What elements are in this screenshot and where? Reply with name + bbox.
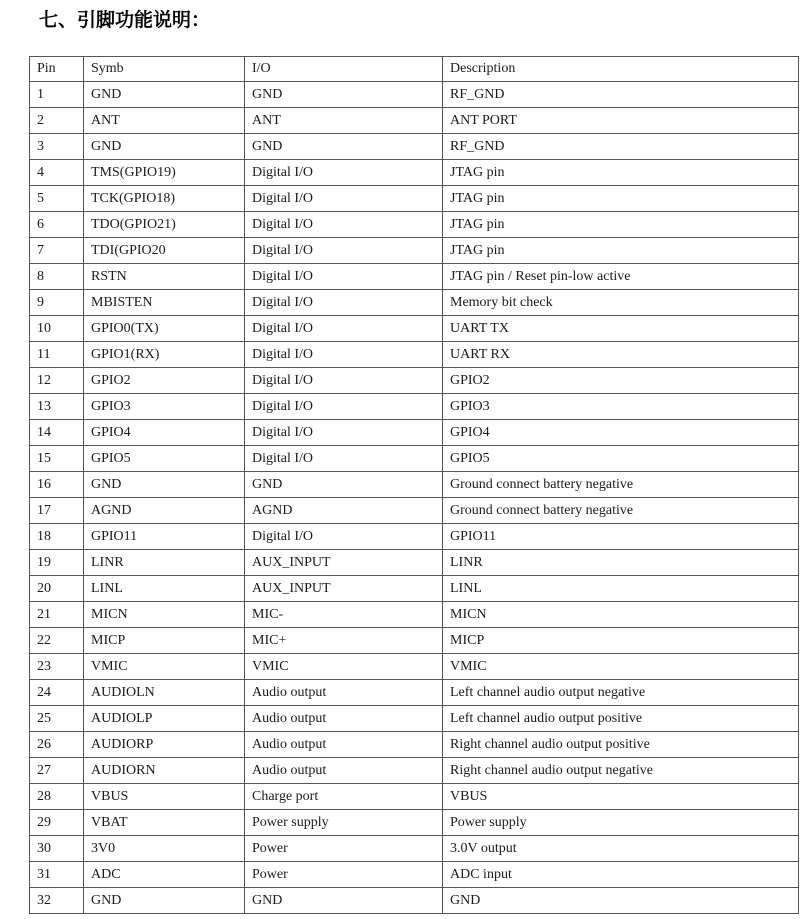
table-row <box>30 186 799 212</box>
io-cell: Digital I/O <box>245 238 443 264</box>
pin-number-cell: 1 <box>30 82 84 108</box>
table-row <box>30 108 799 134</box>
table-row <box>30 342 799 368</box>
pin-number-cell: 30 <box>30 836 84 862</box>
description-cell: JTAG pin <box>443 238 799 264</box>
section-heading: 七、引脚功能说明： <box>39 9 211 31</box>
description-cell: Memory bit check <box>443 290 799 316</box>
io-cell: Digital I/O <box>245 264 443 290</box>
description-cell: VBUS <box>443 784 799 810</box>
io-cell: ANT <box>245 108 443 134</box>
table-row <box>30 758 799 784</box>
pin-number-cell: 19 <box>30 550 84 576</box>
pin-number-cell: 17 <box>30 498 84 524</box>
io-cell: GND <box>245 888 443 914</box>
table-row <box>30 680 799 706</box>
symbol-cell: GND <box>84 472 245 498</box>
symbol-cell: TCK(GPIO18) <box>84 186 245 212</box>
symbol-cell: VMIC <box>84 654 245 680</box>
io-cell: Power <box>245 836 443 862</box>
symbol-cell: 3V0 <box>84 836 245 862</box>
description-cell: Right channel audio output negative <box>443 758 799 784</box>
pin-number-cell: 18 <box>30 524 84 550</box>
table-row <box>30 316 799 342</box>
symbol-cell: GND <box>84 134 245 160</box>
io-cell: AGND <box>245 498 443 524</box>
table-row <box>30 420 799 446</box>
io-cell: MIC+ <box>245 628 443 654</box>
io-cell: AUX_INPUT <box>245 576 443 602</box>
pin-number-cell: 26 <box>30 732 84 758</box>
description-cell: JTAG pin <box>443 160 799 186</box>
io-cell: GND <box>245 82 443 108</box>
io-cell: Digital I/O <box>245 420 443 446</box>
io-cell: Digital I/O <box>245 342 443 368</box>
io-cell: MIC- <box>245 602 443 628</box>
description-cell: JTAG pin / Reset pin-low active <box>443 264 799 290</box>
description-cell: Ground connect battery negative <box>443 472 799 498</box>
symbol-cell: GPIO11 <box>84 524 245 550</box>
table-row <box>30 576 799 602</box>
description-cell: GPIO3 <box>443 394 799 420</box>
description-cell: RF_GND <box>443 134 799 160</box>
pin-number-cell: 20 <box>30 576 84 602</box>
description-cell: JTAG pin <box>443 186 799 212</box>
description-cell: Left channel audio output positive <box>443 706 799 732</box>
pin-number-cell: 16 <box>30 472 84 498</box>
description-cell: GPIO2 <box>443 368 799 394</box>
pin-number-cell: 28 <box>30 784 84 810</box>
pin-number-cell: 5 <box>30 186 84 212</box>
pin-number-cell: 4 <box>30 160 84 186</box>
description-cell: Left channel audio output negative <box>443 680 799 706</box>
table-body <box>30 82 799 914</box>
io-cell: Digital I/O <box>245 160 443 186</box>
symbol-cell: ANT <box>84 108 245 134</box>
pin-function-table <box>29 56 799 914</box>
description-cell: ADC input <box>443 862 799 888</box>
description-cell: GPIO5 <box>443 446 799 472</box>
symbol-cell: MICP <box>84 628 245 654</box>
description-cell: UART TX <box>443 316 799 342</box>
pin-number-cell: 2 <box>30 108 84 134</box>
symbol-cell: VBAT <box>84 810 245 836</box>
io-cell: Power supply <box>245 810 443 836</box>
io-cell: GND <box>245 134 443 160</box>
symbol-cell: GPIO3 <box>84 394 245 420</box>
symbol-cell: GPIO0(TX) <box>84 316 245 342</box>
table-row <box>30 706 799 732</box>
pin-number-cell: 29 <box>30 810 84 836</box>
pin-number-cell: 9 <box>30 290 84 316</box>
description-cell: LINL <box>443 576 799 602</box>
column-header-io: I/O <box>245 57 443 82</box>
description-cell: MICP <box>443 628 799 654</box>
io-cell: VMIC <box>245 654 443 680</box>
symbol-cell: GPIO4 <box>84 420 245 446</box>
table-row <box>30 810 799 836</box>
io-cell: Digital I/O <box>245 368 443 394</box>
symbol-cell: TDI(GPIO20 <box>84 238 245 264</box>
pin-number-cell: 27 <box>30 758 84 784</box>
table-row <box>30 212 799 238</box>
pin-number-cell: 15 <box>30 446 84 472</box>
table-row <box>30 628 799 654</box>
symbol-cell: AUDIORP <box>84 732 245 758</box>
symbol-cell: TDO(GPIO21) <box>84 212 245 238</box>
pin-number-cell: 13 <box>30 394 84 420</box>
table-row <box>30 394 799 420</box>
symbol-cell: GND <box>84 888 245 914</box>
pin-number-cell: 31 <box>30 862 84 888</box>
table-row <box>30 524 799 550</box>
symbol-cell: AUDIOLN <box>84 680 245 706</box>
table-row <box>30 602 799 628</box>
pin-number-cell: 32 <box>30 888 84 914</box>
description-cell: ANT PORT <box>443 108 799 134</box>
table-row <box>30 888 799 914</box>
symbol-cell: LINR <box>84 550 245 576</box>
symbol-cell: GPIO2 <box>84 368 245 394</box>
table-row <box>30 264 799 290</box>
table-header-row <box>30 57 799 82</box>
description-cell: GPIO11 <box>443 524 799 550</box>
symbol-cell: ADC <box>84 862 245 888</box>
symbol-cell: LINL <box>84 576 245 602</box>
description-cell: VMIC <box>443 654 799 680</box>
description-cell: MICN <box>443 602 799 628</box>
io-cell: AUX_INPUT <box>245 550 443 576</box>
pin-number-cell: 7 <box>30 238 84 264</box>
io-cell: Audio output <box>245 680 443 706</box>
io-cell: Audio output <box>245 732 443 758</box>
pin-number-cell: 22 <box>30 628 84 654</box>
table-row <box>30 368 799 394</box>
table-row <box>30 498 799 524</box>
table-row <box>30 784 799 810</box>
pin-number-cell: 12 <box>30 368 84 394</box>
pin-number-cell: 8 <box>30 264 84 290</box>
io-cell: Charge port <box>245 784 443 810</box>
column-header-description: Description <box>443 57 799 82</box>
column-header-pin: Pin <box>30 57 84 82</box>
symbol-cell: TMS(GPIO19) <box>84 160 245 186</box>
table-row <box>30 82 799 108</box>
io-cell: Power <box>245 862 443 888</box>
symbol-cell: MBISTEN <box>84 290 245 316</box>
symbol-cell: MICN <box>84 602 245 628</box>
io-cell: Digital I/O <box>245 186 443 212</box>
pin-number-cell: 21 <box>30 602 84 628</box>
description-cell: Right channel audio output positive <box>443 732 799 758</box>
table-row <box>30 446 799 472</box>
pin-number-cell: 3 <box>30 134 84 160</box>
symbol-cell: AUDIOLP <box>84 706 245 732</box>
symbol-cell: RSTN <box>84 264 245 290</box>
table-row <box>30 160 799 186</box>
symbol-cell: VBUS <box>84 784 245 810</box>
pin-number-cell: 11 <box>30 342 84 368</box>
table-row <box>30 238 799 264</box>
symbol-cell: GPIO5 <box>84 446 245 472</box>
description-cell: LINR <box>443 550 799 576</box>
symbol-cell: GPIO1(RX) <box>84 342 245 368</box>
io-cell: Digital I/O <box>245 524 443 550</box>
io-cell: Digital I/O <box>245 290 443 316</box>
table-row <box>30 862 799 888</box>
symbol-cell: AUDIORN <box>84 758 245 784</box>
pin-number-cell: 6 <box>30 212 84 238</box>
description-cell: 3.0V output <box>443 836 799 862</box>
pin-number-cell: 24 <box>30 680 84 706</box>
table-row <box>30 732 799 758</box>
io-cell: Digital I/O <box>245 316 443 342</box>
description-cell: GND <box>443 888 799 914</box>
pin-number-cell: 10 <box>30 316 84 342</box>
io-cell: Digital I/O <box>245 394 443 420</box>
io-cell: GND <box>245 472 443 498</box>
column-header-symb: Symb <box>84 57 245 82</box>
table-row <box>30 472 799 498</box>
description-cell: RF_GND <box>443 82 799 108</box>
description-cell: GPIO4 <box>443 420 799 446</box>
description-cell: Power supply <box>443 810 799 836</box>
io-cell: Audio output <box>245 758 443 784</box>
pin-number-cell: 25 <box>30 706 84 732</box>
description-cell: UART RX <box>443 342 799 368</box>
table-row <box>30 134 799 160</box>
symbol-cell: GND <box>84 82 245 108</box>
table-row <box>30 836 799 862</box>
io-cell: Digital I/O <box>245 446 443 472</box>
description-cell: JTAG pin <box>443 212 799 238</box>
io-cell: Audio output <box>245 706 443 732</box>
description-cell: Ground connect battery negative <box>443 498 799 524</box>
table-row <box>30 550 799 576</box>
pin-number-cell: 14 <box>30 420 84 446</box>
io-cell: Digital I/O <box>245 212 443 238</box>
table-row <box>30 654 799 680</box>
pin-number-cell: 23 <box>30 654 84 680</box>
symbol-cell: AGND <box>84 498 245 524</box>
table-row <box>30 290 799 316</box>
